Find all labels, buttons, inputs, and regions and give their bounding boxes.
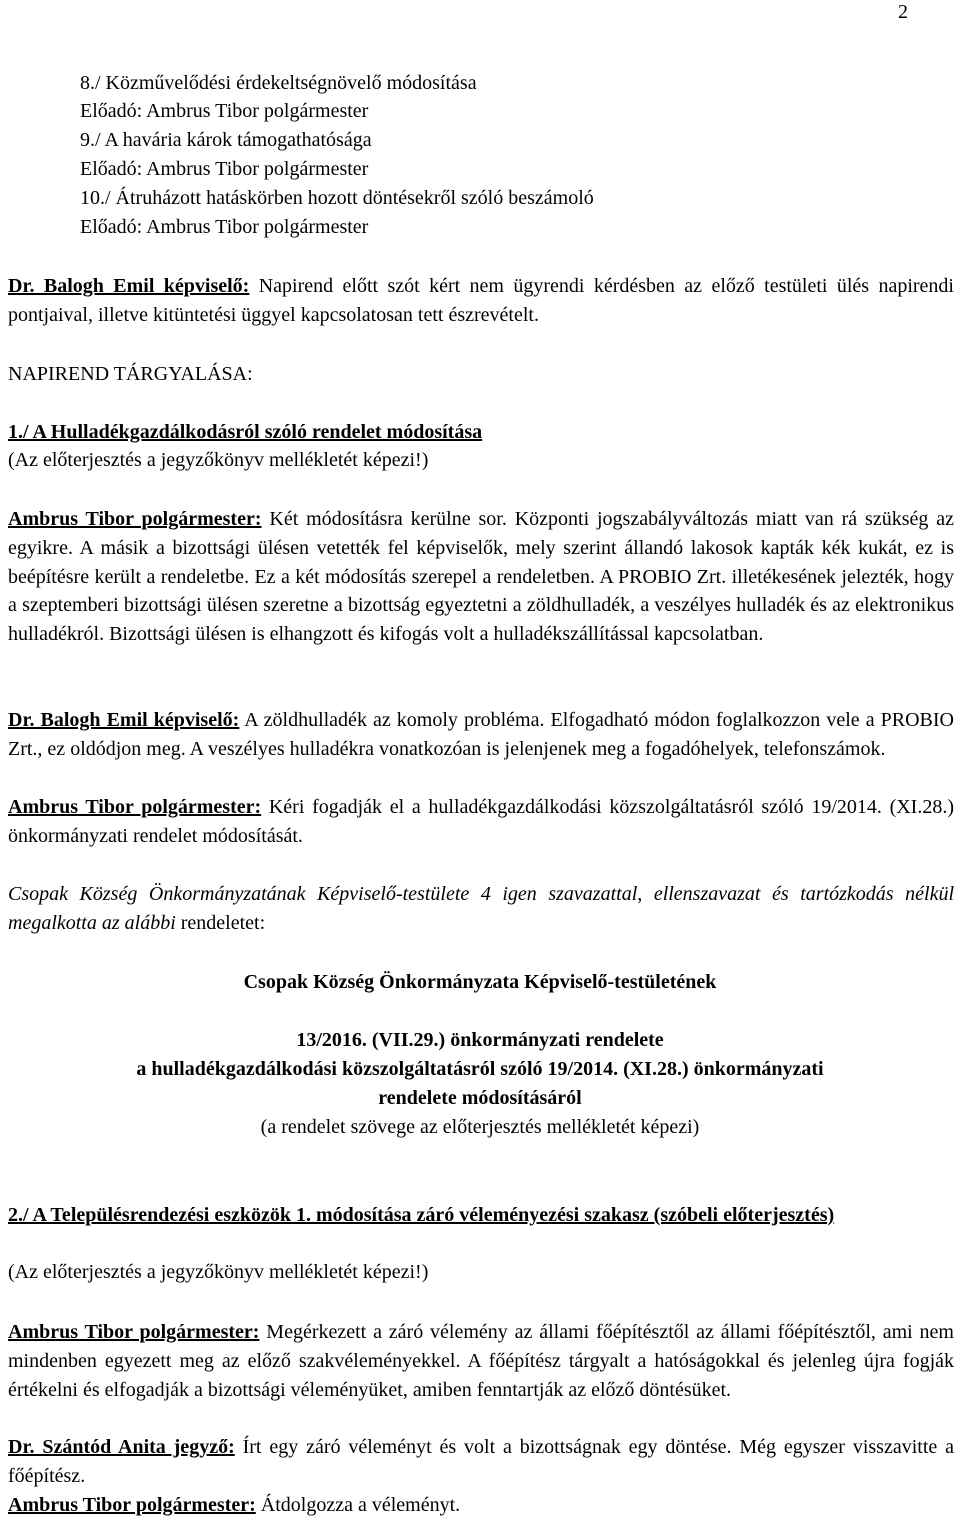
agenda-item-title-text: 2./ A Településrendezési eszközök 1. módosítása záró véleményezési szakasz (szóbeli előterjesztés) bbox=[8, 1204, 835, 1226]
attachment-note: (Az előterjesztés a jegyzőkönyv mellékletét képezi!) bbox=[8, 1261, 429, 1283]
paragraph-text: Megérkezett a záró vélemény az állami főépítésztől az állami főépítésztől, ami nem mindenben egyezett meg az előző szakvéleményekkel. A főépítész tárgyalt a hatóságokkal és jelenleg újra fogják értékelni és elfogadják a bizottsági véleményüket, amiben fenntartják az előző döntésüket. bbox=[8, 1321, 954, 1401]
speaker-name: Ambrus Tibor polgármester: bbox=[8, 796, 262, 818]
decree-number: 13/2016. (VII.29.) önkormányzati rendelete bbox=[296, 1029, 664, 1051]
paragraph-ambrus-2 bbox=[8, 793, 954, 851]
vote-end: rendeletet: bbox=[175, 911, 266, 934]
agenda-item-title-2 bbox=[8, 1201, 954, 1230]
agenda-presenter: Előadó: Ambrus Tibor polgármester bbox=[80, 216, 369, 238]
page-number: 2 bbox=[898, 1, 908, 23]
paragraph-balogh-2 bbox=[8, 706, 954, 764]
agenda-presenter: Előadó: Ambrus Tibor polgármester bbox=[80, 100, 369, 122]
agenda-item: 9./ A havária károk támogathatósága bbox=[80, 129, 372, 151]
decree-issuer: Csopak Község Önkormányzata Képviselő-testületének bbox=[243, 971, 717, 993]
vote-result: 4 igen szavazattal, ellenszavazat és tartózkodás nélkül megalkotta az alábbi bbox=[8, 883, 954, 934]
paragraph-text: Napirend előtt szót kért nem ügyrendi kérdésben az előző testületi ülés napirendi pontjaival, illetve kitüntetési üggyel kapcsolatosan tett észrevételt. bbox=[8, 275, 954, 326]
paragraph-text: A zöldhulladék az komoly probléma. Elfogadható módon foglalkozzon vele a PROBIO Zrt., ez oldódjon meg. A veszélyes hulladékra vonatkozóan is jelenjenek meg a fogadóhelyek, telefonszámok. bbox=[8, 709, 954, 760]
paragraph-text: Írt egy záró véleményt és volt a bizottságnak egy döntése. Még egyszer visszavitte a főépítész. bbox=[8, 1436, 954, 1487]
speaker-name: Dr. Szántód Anita jegyző: bbox=[8, 1436, 235, 1458]
speaker-name: Ambrus Tibor polgármester: bbox=[8, 508, 262, 530]
agenda-presenter: Előadó: Ambrus Tibor polgármester bbox=[80, 158, 369, 180]
decree-title-cont: rendelete módosításáról bbox=[378, 1087, 582, 1109]
vote-body: Csopak Község Önkormányzatának Képviselő-testülete bbox=[8, 883, 470, 905]
paragraph-text: Kéri fogadják el a hulladékgazdálkodási közszolgáltatásról szóló 19/2014. (XI.28.) önkormányzati rendelet módosítását. bbox=[8, 796, 954, 847]
speaker-name: Dr. Balogh Emil képviselő: bbox=[8, 275, 250, 297]
speaker-name: Ambrus Tibor polgármester: bbox=[8, 1321, 260, 1343]
paragraph-text: Két módosításra kerülne sor. Központi jogszabályváltozás miatt van rá szükség az egyikre. A másik a bizottsági ülésen vetették fel képviselők, mely szerint állandó lakosok kapták kék kukát, ez is beépítésre került a rendeletbe. Ez a két módosítás szerepel a rendeletben. A PROBIO Zrt. illetékesének jelezték, hogy a szeptemberi bizottsági ülésen szeretne a bizottság egyeztetni a zöldhulladék, a veszélyes hulladék és az elektronikus hulladékról. Bizottsági ülésen is elhangzott és kifogás volt a hulladékszállítással kapcsolatban. bbox=[8, 508, 954, 646]
speaker-name: Dr. Balogh Emil képviselő: bbox=[8, 709, 240, 731]
paragraph-text: Átdolgozza a véleményt. bbox=[255, 1494, 461, 1516]
agenda-item: 8./ Közművelődési érdekeltségnövelő módosítása bbox=[80, 72, 477, 94]
paragraph-szantod bbox=[8, 1433, 954, 1491]
paragraph-ambrus-1 bbox=[8, 505, 954, 649]
decree-note: (a rendelet szövege az előterjesztés mellékletét képezi) bbox=[260, 1116, 700, 1138]
agenda-item: 10./ Átruházott hatáskörben hozott döntésekről szóló beszámoló bbox=[80, 187, 594, 209]
paragraph-ambrus-3 bbox=[8, 1318, 954, 1404]
agenda-item-title-1: 1./ A Hulladékgazdálkodásról szóló rendelet módosítása bbox=[8, 421, 483, 443]
speaker-name: Ambrus Tibor polgármester: bbox=[8, 1494, 256, 1516]
paragraph-ambrus-4 bbox=[8, 1491, 954, 1520]
decree-title: a hulladékgazdálkodási közszolgáltatásról szóló 19/2014. (XI.28.) önkormányzati bbox=[136, 1058, 824, 1080]
attachment-note: (Az előterjesztés a jegyzőkönyv mellékletét képezi!) bbox=[8, 449, 429, 471]
vote-statement bbox=[8, 880, 954, 938]
paragraph-balogh-1 bbox=[8, 272, 954, 330]
section-heading: NAPIREND TÁRGYALÁSA: bbox=[8, 363, 253, 385]
